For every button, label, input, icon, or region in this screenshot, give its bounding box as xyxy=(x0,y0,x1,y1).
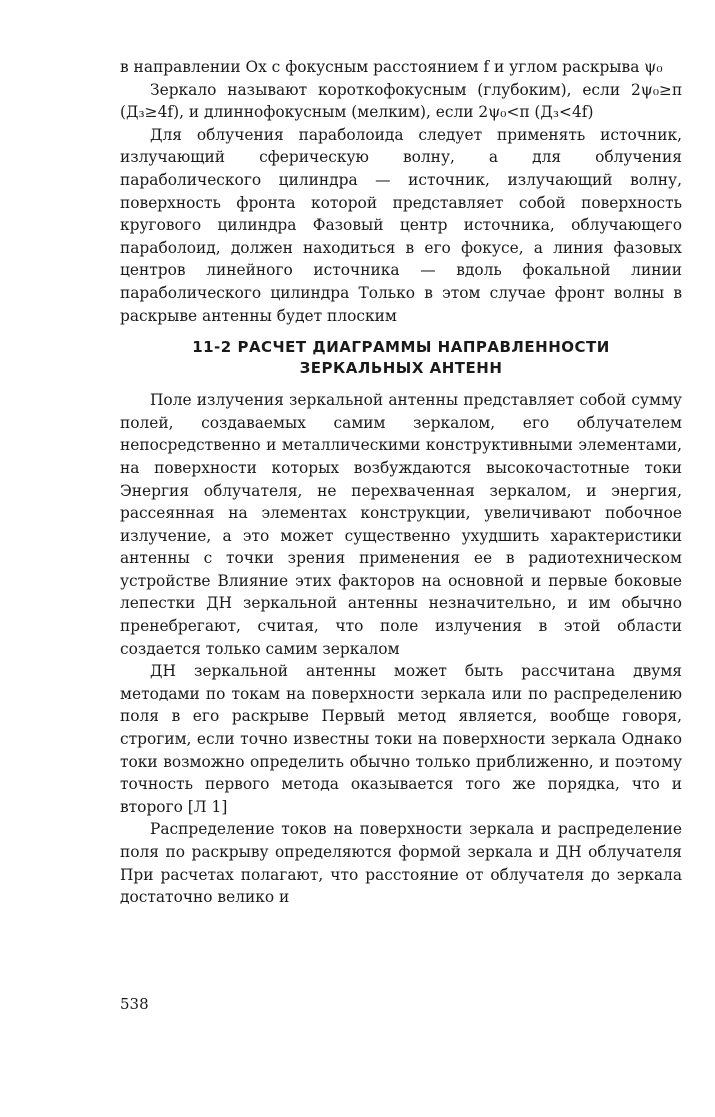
page-number: 538 xyxy=(120,995,149,1013)
section-heading xyxy=(120,337,682,379)
paragraph-feed-requirements: Для облучения параболоида следует применять источник, излучающий сферическую волну, а для облучения параболического цилиндра — источник, излучающий волну, поверхность фронта которой представляет собой поверхность кругового цилиндра Фазовый центр источника, облучающего параболоид, должен находиться в его фокусе, а линия фазовых центров линейного источника — вдоль фокальной линии параболического цилиндра Только в этом случае фронт волны в раскрыве антенны будет плоским xyxy=(120,125,682,325)
section-heading-line-1: 11-2 РАСЧЕТ ДИАГРАММЫ НАПРАВЛЕННОСТИ xyxy=(192,338,610,357)
paragraph-radiation-field: Поле излучения зеркальной антенны представляет собой сумму полей, создаваемых самим зеркалом, его облучателем непосредственно и металлическими конструктивными элементами, на поверхности которых возбуждаются высокочастотные токи Энергия облучателя, не перехваченная зеркалом, и энергия, рассеянная на элементах конструкции, увеличивают побочное излучение, а это может существенно ухудшить характеристики антенны с точки зрения применения ее в радиотехническом устройстве Влияние этих факторов на основной и первые боковые лепестки ДН зеркальной антенны незначительно, и им обычно пренебрегают, считая, что поле излучения в этой области создается только самим зеркалом xyxy=(120,391,682,658)
paragraph-mirror-types: Зеркало называют короткофокусным (глубоким), если 2ψ₀≥π (Д₃≥4f), и длиннофокусным (мелким), если 2ψ₀<π (Д₃<4f) xyxy=(120,80,682,122)
paragraph-continuation: в направлении Ox с фокусным расстоянием f и углом раскрыва ψ₀ xyxy=(120,58,663,76)
section-heading-line-2: ЗЕРКАЛЬНЫХ АНТЕНН xyxy=(299,359,503,378)
paragraph-current-distribution: Распределение токов на поверхности зеркала и распределение поля по раскрыву определяются формой зеркала и ДН облучателя При расчетах полагают, что расстояние от облучателя до зеркала достаточно велико и xyxy=(120,820,682,907)
paragraph-calculation-methods: ДН зеркальной антенны может быть рассчитана двумя методами по токам на поверхности зеркала или по распределению поля в его раскрыве Первый метод является, вообще говоря, строгим, если точно известны токи на поверхности зеркала Однако токи возможно определить обычно только приближенно, и поэтому точность первого метода оказывается того же порядка, что и второго [Л 1] xyxy=(120,662,682,816)
text-column xyxy=(120,56,682,909)
